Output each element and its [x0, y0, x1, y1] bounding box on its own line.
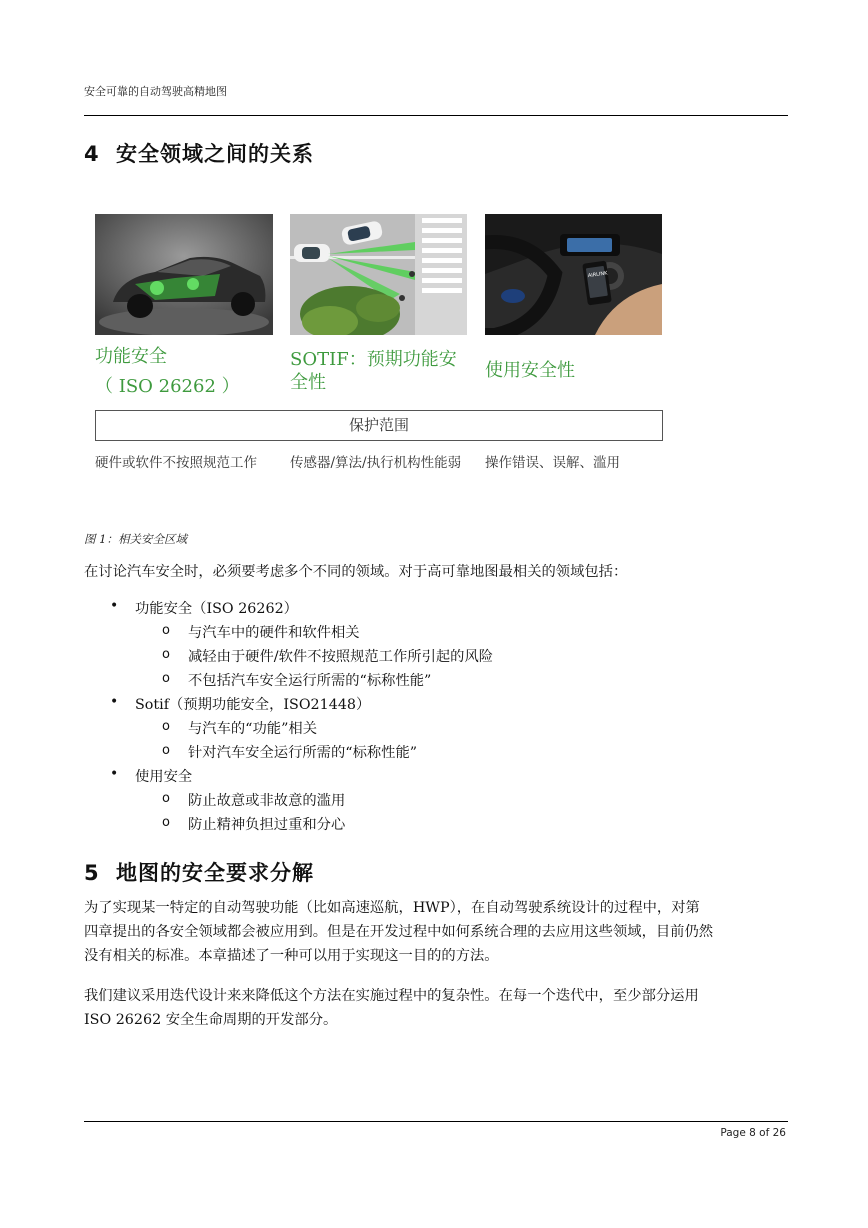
section-4-heading: [84, 138, 314, 168]
protection-scope-box: 保护范围: [95, 410, 663, 441]
paragraph-line: 四章提出的各安全领域都会被应用到。但是在开发过程中如何系统合理的去应用这些领域，目前仍然: [84, 924, 714, 940]
functional-safety-caption: [95, 344, 240, 400]
sub-list-item: 针对汽车安全运行所需的“标称性能”: [188, 745, 418, 761]
section-5-heading: [84, 857, 314, 887]
caption-line: 使用安全性: [485, 360, 575, 381]
sub-list-item: 不包括汽车安全运行所需的“标称性能”: [188, 673, 432, 689]
paragraph-line: 没有相关的标准。本章描述了一种可以用于实现这一目的的方法。: [84, 948, 499, 964]
section-5-paragraph-2: [84, 984, 788, 1032]
section-5-paragraph-1: [84, 896, 788, 968]
paragraph-line: 为了实现某一特定的自动驾驶功能（比如高速巡航，HWP），在自动驾驶系统设计的过程中，对第: [84, 900, 700, 916]
phone-brand-label: AIRLINK: [587, 270, 608, 280]
usage-safety-description: 操作错误、误解、滥用: [485, 455, 620, 471]
sub-bullet-marker: o: [162, 647, 170, 662]
section-4-number: 4: [84, 142, 100, 166]
page-number: Page 8 of 26: [720, 1127, 786, 1139]
sub-bullet-marker: o: [162, 623, 170, 638]
sub-list-item: 与汽车中的硬件和软件相关: [188, 625, 360, 641]
caption-line: （ ISO 26262 ）: [95, 376, 240, 397]
paragraph-line: ISO 26262 安全生命周期的开发部分。: [84, 1012, 338, 1028]
sub-list-item: 防止故意或非故意的滥用: [188, 793, 346, 809]
section-5-title: 地图的安全要求分解: [116, 861, 314, 885]
section-5-number: 5: [84, 861, 100, 885]
usage-safety-caption: [485, 358, 575, 384]
section-4-title: 安全领域之间的关系: [116, 142, 314, 166]
intro-paragraph: 在讨论汽车安全时，必须要考虑多个不同的领域。对于高可靠地图最相关的领域包括：: [84, 564, 628, 580]
functional-safety-description: 硬件或软件不按照规范工作: [95, 455, 257, 471]
sotif-description: 传感器/算法/执行机构性能弱: [290, 455, 462, 471]
bullet-marker: •: [110, 598, 119, 614]
list-item-functional-safety: 功能安全（ISO 26262）: [135, 601, 298, 617]
running-header: 安全可靠的自动驾驶高精地图: [84, 85, 227, 98]
functional-safety-car-image: [95, 214, 273, 335]
sub-bullet-marker: o: [162, 719, 170, 734]
list-item-sotif: Sotif（预期功能安全，ISO21448）: [135, 697, 371, 713]
sub-list-item: 与汽车的“功能”相关: [188, 721, 317, 737]
list-item-usage-safety: 使用安全: [135, 769, 193, 785]
paragraph-line: 我们建议采用迭代设计来来降低这个方法在实施过程中的复杂性。在每一个迭代中，至少部分运用: [84, 988, 699, 1004]
sotif-caption: [290, 348, 457, 394]
sotif-aerial-road-image: [290, 214, 467, 335]
sub-bullet-marker: o: [162, 791, 170, 806]
bullet-marker: •: [110, 694, 119, 710]
caption-line: SOTIF：预期功能安: [290, 349, 457, 370]
bullet-marker: •: [110, 766, 119, 782]
sub-bullet-marker: o: [162, 671, 170, 686]
sub-bullet-marker: o: [162, 743, 170, 758]
header-divider: [84, 115, 788, 116]
sub-list-item: 减轻由于硬件/软件不按照规范工作所引起的风险: [188, 649, 494, 665]
figure-caption: 图 1：相关安全区域: [84, 532, 187, 546]
caption-line: 功能安全: [95, 346, 167, 367]
caption-line: 全性: [290, 372, 326, 393]
footer-divider: [84, 1121, 788, 1122]
usage-safety-phone-image: [485, 214, 662, 335]
sub-bullet-marker: o: [162, 815, 170, 830]
sub-list-item: 防止精神负担过重和分心: [188, 817, 346, 833]
